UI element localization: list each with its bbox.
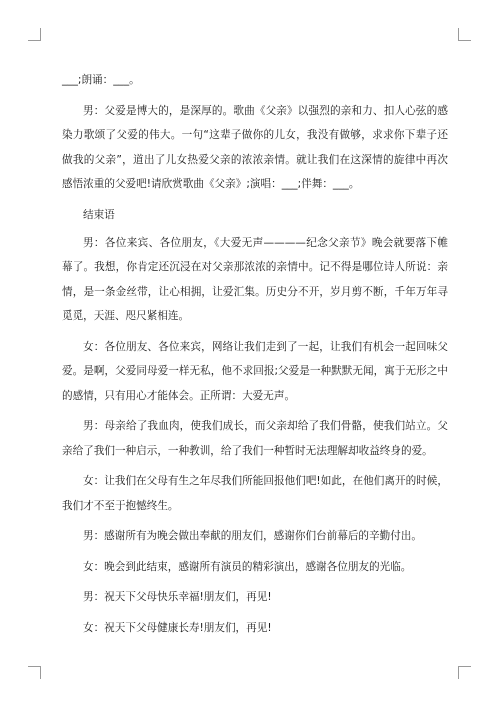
paragraph-farewell-male: 男：祝天下父母快乐幸福!朋友们，再见! (83, 591, 272, 603)
paragraph-closing-male-2: 男：母亲给了我血肉，使我们成长，而父亲却给了我们骨骼，使我们站立。父亲给了我们一种启示，一种教训，给了我们一种暂时无法理解却收益终身的爱。 (62, 420, 448, 457)
paragraph-recitation-credit: ___;朗诵：___。 (62, 74, 140, 86)
paragraph-closing-female-2: 女：让我们在父母有生之年尽我们所能回报他们吧!如此，在他们离开的时候，我们才不至于抱憾终生。 (62, 475, 448, 512)
paragraph-closing-female-1: 女：各位朋友、各位来宾，网络让我们走到了一起，让我们有机会一起回味父爱。是啊，父爱同母爱一样无私，他不求回报;父爱是一种默默无闻，寓于无形之中的感情，只有用心才能体会。正所谓：大爱无声。 (62, 340, 448, 402)
paragraph-thanks-female: 女：晚会到此结束，感谢所有演员的精彩演出，感谢各位朋友的光临。 (83, 560, 412, 573)
crop-mark-bottom-right (458, 666, 471, 679)
paragraph-thanks-male: 男：感谢所有为晚会做出奉献的朋友们，感谢你们台前幕后的辛勤付出。 (83, 530, 422, 542)
paragraph-closing-male-1: 男：各位来宾、各位朋友，《大爱无声————纪念父亲节》晚会就要落下帷幕了。我想，你肯定还沉浸在对父亲那浓浓的亲情中。记不得是哪位诗人所说：亲情，是一条金丝带，让心相拥，让爱汇集。历史分不开，岁月剪不断，千年万年寻觅觅，天涯、咫尺紧相连。 (62, 236, 448, 322)
paragraph-farewell-female: 女：祝天下父母健康长寿!朋友们，再见! (83, 621, 272, 634)
paragraph-song-father-intro: 男：父爱是博大的，是深厚的。歌曲《父亲》以强烈的亲和力、扣人心弦的感染力歌颂了父爱的伟大。一句“这辈子做你的儿女，我没有做够，求求你下辈子还做我的父亲”，道出了儿女热爱父亲的浓浓亲情。就让我们在这深情的旋律中再次感悟浓重的父爱吧!请欣赏歌曲《父亲》;演唱：___;伴舞：___。 (62, 104, 448, 190)
crop-mark-top-left (28, 28, 41, 41)
crop-mark-bottom-left (28, 666, 41, 679)
crop-mark-top-right (458, 28, 471, 41)
document-body (62, 68, 448, 646)
section-heading-closing: 结束语 (83, 208, 115, 221)
